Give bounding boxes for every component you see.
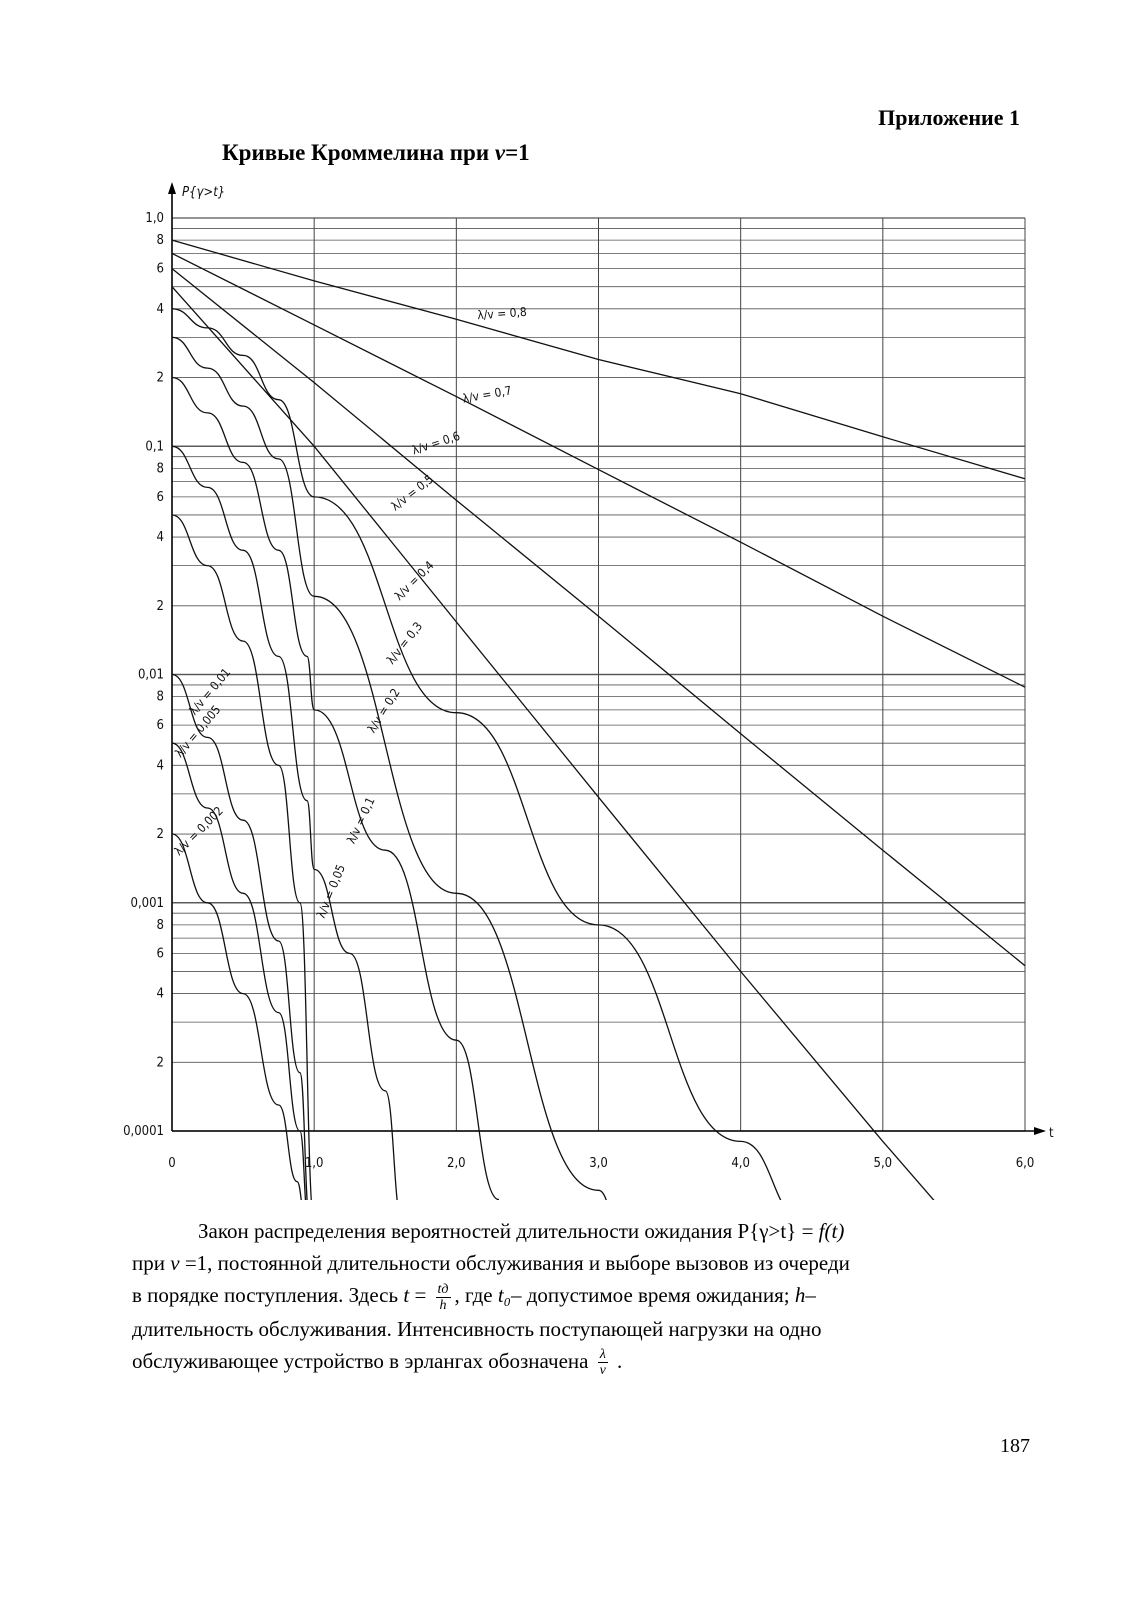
fraction-lambda: λ	[599, 1347, 606, 1363]
curve-label-0: λ/v = 0,8	[476, 304, 528, 323]
caption-line3-h: h	[794, 1283, 806, 1307]
chart-title-nu: v	[494, 140, 506, 165]
curve-4	[172, 309, 805, 1200]
caption-line5: обслуживающее устройство в эрлангах обозначена	[132, 1348, 594, 1373]
curve-label-4: λ/v = 0,4	[391, 558, 437, 604]
curve-label-2: λ/v = 0,6	[410, 428, 462, 458]
page-number: 187	[1000, 1435, 1030, 1457]
caption-line2-nu: v	[170, 1251, 180, 1275]
caption-line3-c: – допустимое время ожидания;	[510, 1283, 795, 1307]
fraction-t-num: tд	[437, 1281, 449, 1297]
y-axis-label: P{γ>t}	[182, 185, 226, 200]
caption-line2-a: при	[132, 1251, 171, 1275]
curve-5	[172, 337, 624, 1200]
fraction-lambda-nu	[598, 1347, 608, 1378]
y-tick-label: 1,0	[145, 211, 164, 226]
x-tick-label: 3,0	[589, 1156, 608, 1171]
caption-line3-t0: t₀	[497, 1283, 511, 1307]
fraction-nu: v	[599, 1363, 606, 1379]
curve-8	[172, 515, 314, 1200]
chart-ticks	[123, 211, 1034, 1171]
chart-axes	[168, 182, 1054, 1141]
y-tick-label: 2	[156, 598, 164, 614]
caption-line3-eq: =	[409, 1283, 432, 1307]
curve-11	[172, 834, 306, 1200]
caption-line3-b: , где	[454, 1283, 498, 1307]
caption-func: f(t)	[818, 1219, 845, 1243]
caption-line4: длительность обслуживания. Интенсивность поступающей нагрузки на одно	[132, 1316, 822, 1341]
x-axis-arrow	[1034, 1127, 1046, 1135]
y-axis-arrow	[168, 182, 176, 194]
chart-grid	[172, 218, 1025, 1131]
curve-label-6: λ/v = 0,2	[364, 685, 403, 736]
y-tick-label: 4	[156, 301, 164, 317]
curve-6	[172, 378, 499, 1200]
chart-title-suffix: =1	[505, 140, 530, 165]
chart-title-prefix: Кривые Кроммелина при	[222, 140, 495, 165]
y-tick-label: 6	[156, 261, 164, 277]
fraction-t-den: h	[439, 1297, 447, 1313]
y-tick-label: 8	[156, 689, 164, 705]
curve-label-10: λ/v = 0,005	[172, 702, 224, 761]
x-tick-label: 0	[168, 1156, 176, 1171]
curve-label-9: λ/v = 0,01	[186, 665, 234, 718]
y-tick-label: 2	[156, 1055, 164, 1071]
curve-label-7: λ/v = 0,1	[344, 794, 378, 846]
y-tick-label: 6	[156, 489, 164, 505]
curve-label-3: λ/v = 0,5	[388, 471, 437, 514]
y-tick-label: 0,1	[145, 439, 164, 455]
caption-line5-end: .	[611, 1348, 623, 1373]
appendix-label: Приложение 1	[878, 105, 1020, 130]
caption	[132, 1215, 1032, 1378]
x-tick-label: 6,0	[1015, 1156, 1035, 1171]
curve-label-1: λ/v = 0,7	[461, 383, 513, 406]
curve-label-5: λ/v = 0,3	[383, 619, 426, 667]
caption-line1: Закон распределения вероятностей длительности ожидания P{γ>t} =	[198, 1219, 819, 1243]
x-tick-label: 2,0	[447, 1156, 466, 1171]
y-tick-label: 6	[156, 946, 164, 962]
y-tick-label: 0,0001	[123, 1124, 164, 1139]
y-tick-label: 2	[156, 827, 164, 843]
caption-line2-b: =1, постоянной длительности обслуживания и выборе вызовов из очереди	[179, 1251, 850, 1275]
caption-line3-d: –	[805, 1283, 816, 1307]
chart-curve-labels	[171, 305, 527, 920]
y-tick-label: 0,01	[137, 667, 164, 683]
x-tick-label: 1,0	[304, 1156, 324, 1171]
y-tick-label: 8	[156, 233, 164, 249]
x-tick-label: 5,0	[873, 1156, 893, 1171]
y-tick-label: 4	[156, 986, 164, 1002]
y-tick-label: 0,001	[130, 895, 164, 911]
y-tick-label: 8	[156, 917, 164, 933]
y-tick-label: 8	[156, 461, 164, 477]
curve-9	[172, 675, 310, 1201]
y-tick-label: 4	[156, 530, 164, 546]
y-tick-label: 2	[156, 370, 164, 386]
x-axis-label: t	[1049, 1126, 1054, 1141]
x-tick-label: 4,0	[731, 1156, 750, 1171]
curve-label-11: λ/v = 0,002	[171, 803, 226, 859]
caption-line3-t: t	[403, 1283, 410, 1307]
y-tick-label: 6	[156, 718, 164, 734]
curve-label-8: λ/v = 0,05	[313, 862, 349, 920]
y-tick-label: 4	[156, 758, 164, 774]
caption-line3-a: в порядке поступления. Здесь	[132, 1283, 404, 1307]
fraction-t	[436, 1282, 451, 1313]
